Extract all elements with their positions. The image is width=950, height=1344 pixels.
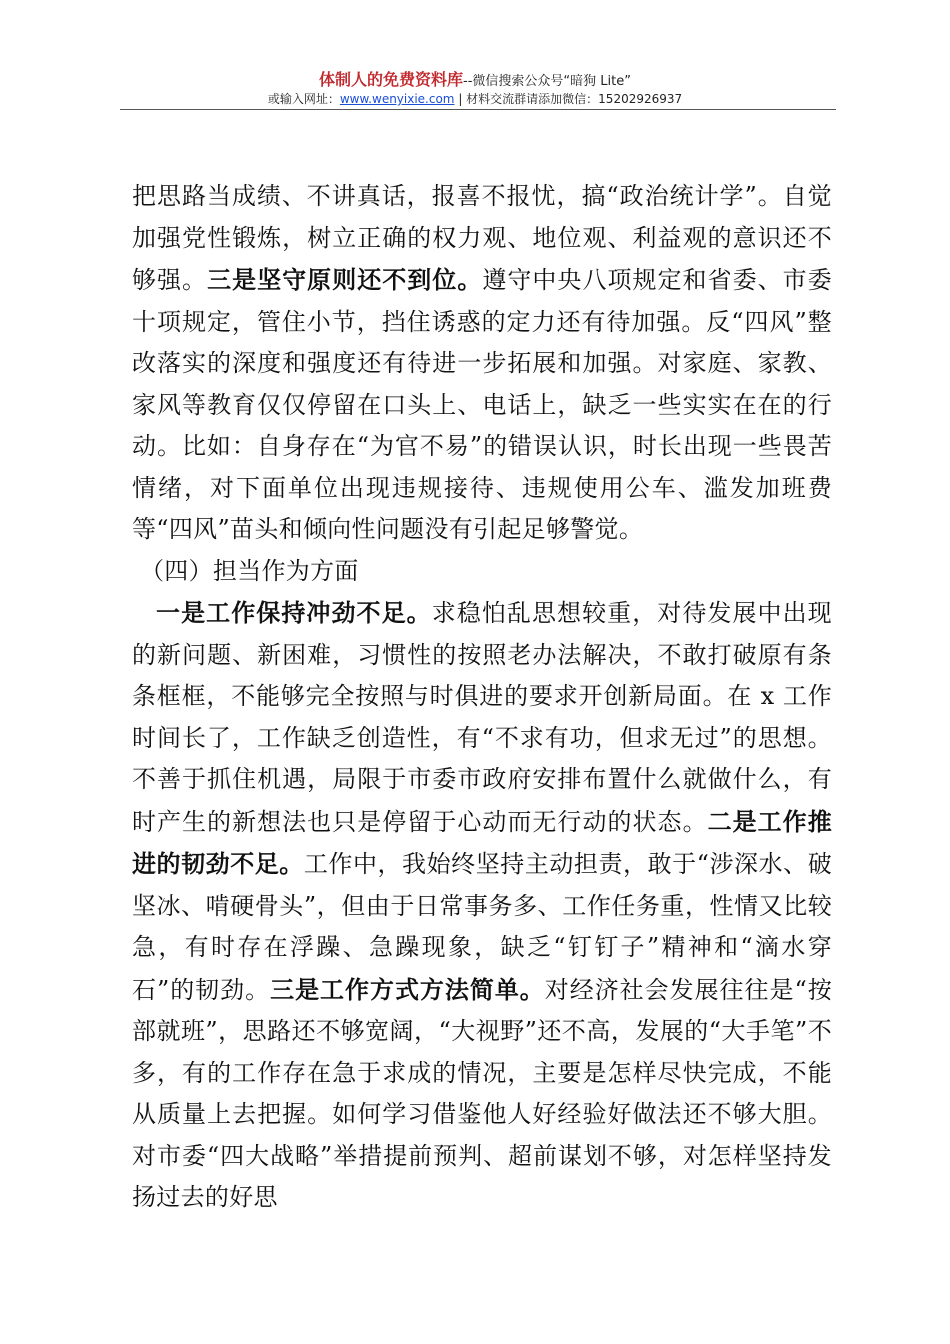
paragraph-2-text-a: 求稳怕乱思想较重，对待发展中出现的新问题、新困难，习惯性的按照老办法解决，不敢打破原有条条框框，不能够完全按照与时俱进的要求开创新局面。在 x 工作时间长了，工作缺乏创造性，有“不求有功，但求无过”的思想。不善于抓住机遇，局限于市委市政府安排布置什么就做什么，有时产生的新想法也只是停留于心动而无行动的状态。: [132, 599, 832, 836]
point-three-method-heading: 三是工作方式方法简单。: [270, 974, 545, 1004]
paragraph-2-text-b: 工作中，我始终坚持主动担责，敢于“涉深水、破坚冰、啃硬骨头”，但由于日常事务多、工作任务重，性情又比较急，有时存在浮躁、急躁现象，缺乏“钉钉子”精神和“滴水穿石”的韧劲。: [132, 850, 832, 1004]
section-heading: （四）担当作为方面: [140, 556, 359, 585]
point-one-heading: 一是工作保持冲劲不足。: [156, 598, 432, 627]
brand-title: 体制人的免费资料库: [319, 70, 464, 89]
paragraph-1: [132, 176, 832, 551]
paragraph-1-text-b: 遵守中央八项规定和省委、市委十项规定，管住小节，挡住诱惑的定力还有待加强。反“四风”整改落实的深度和强度还有待进一步拓展和加强。对家庭、家教、家风等教育仅仅停留在口头上、电话上，缺乏一些实实在在的行动。比如：自身存在“为官不易”的错误认识，时长出现一些畏苦情绪，对下面单位出现违规接待、违规使用公车、滥发加班费等“四风”苗头和倾向性问题没有引起足够警觉。: [132, 266, 832, 543]
paragraph-1-text-a: 把思路当成绩、不讲真话，报喜不报忧，搞“政治统计学”。自觉加强党性锻炼，树立正确的权力观、地位观、利益观的意识还不够强。: [132, 182, 832, 294]
header-banner: [0, 70, 950, 92]
header-divider: [120, 109, 836, 110]
paragraph-2: [132, 592, 832, 1219]
url-prefix: 或输入网址：: [267, 92, 340, 106]
website-link[interactable]: www.wenyixie.com: [339, 92, 455, 106]
header-contact: [0, 90, 950, 108]
point-three-heading: 三是坚守原则还不到位。: [207, 265, 483, 294]
paragraph-2-text-c: 对经济社会发展往往是“按部就班”，思路还不够宽阔，“大视野”还不高，发展的“大手笔”不多，有的工作存在急于求成的情况，主要是怎样尽快完成，不能从质量上去把握。如何学习借鉴他人好经验好做法还不够大胆。对市委“四大战略”举措提前预判、超前谋划不够，对怎样坚持发扬过去的好思: [132, 975, 832, 1211]
header-tagline: --微信搜索公众号“暗狗 Lite”: [463, 74, 631, 89]
contact-suffix: | 材料交流群请添加微信：15202926937: [454, 92, 683, 106]
document-body: [132, 176, 832, 1219]
point-two-heading: 二是工作推进的韧劲不足。: [132, 806, 832, 878]
